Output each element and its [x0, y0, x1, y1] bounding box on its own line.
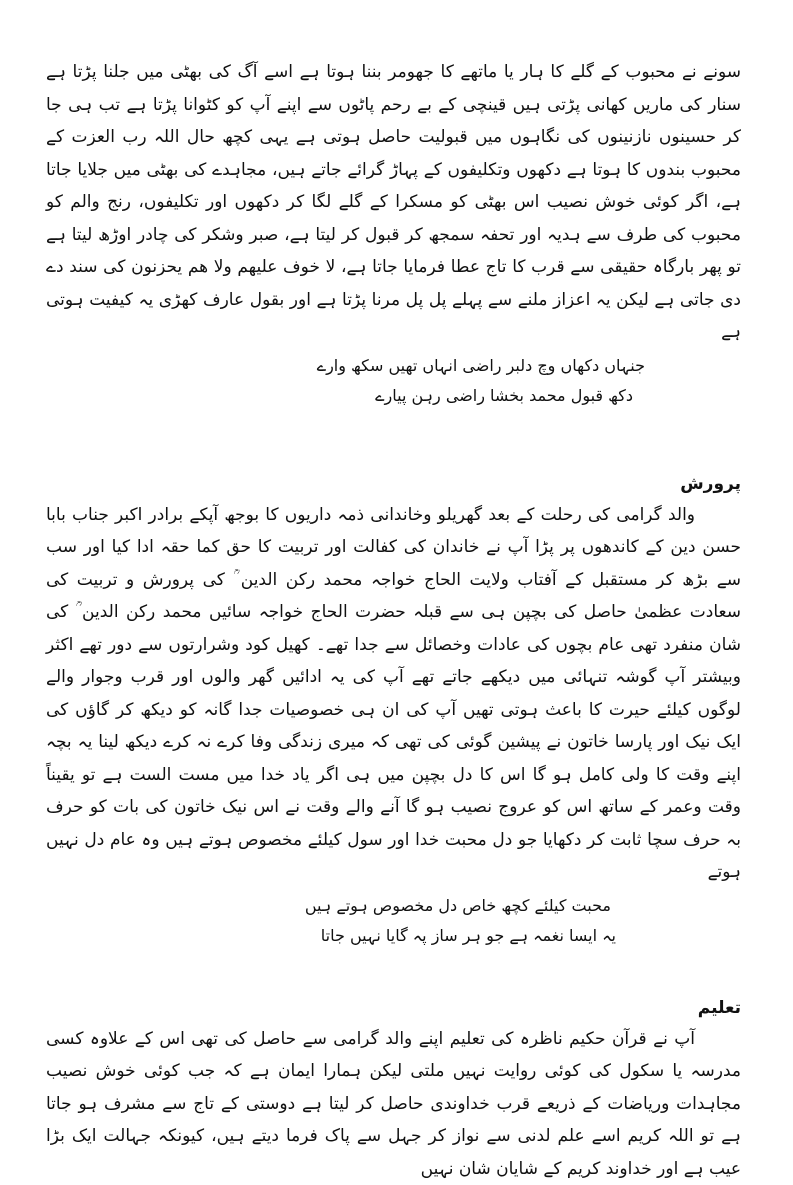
upbringing-verse-line-2: یہ ایسا نغمہ ہے جو ہر ساز پہ گایا نہیں جاتا: [46, 921, 741, 951]
intro-verse: [46, 351, 741, 411]
upbringing-heading: پرورش: [46, 469, 741, 499]
upbringing-paragraph: والد گرامی کی رحلت کے بعد گھریلو وخاندانی ذمہ داریوں کا بوجھ آپکے برادر اکبر جناب بابا حسن دین کے کاندھوں پر پڑا آپ نے خاندان کی کفالت اور تربیت کا حق کما حقہ ادا کیا اور سب سے بڑھ کر مستقبل کے آفتاب ولایت الحاج خواجہ محمد رکن الدین ؒ کی پرورش و تربیت کی سعادت عظمیٰ حاصل کی بچپن ہی سے قبلہ حضرت الحاج خواجہ سائیں محمد رکن الدین ؒ کی شان منفرد تھی عام بچوں کی عادات وخصائل سے جدا تھے۔ کھیل کود وشرارتوں سے دور تھے اکثر وبیشتر آپ گوشہ تنہائی میں دیکھے جاتے تھے آپ کی یہ ادائیں گھر والوں اور قرب وجوار والے لوگوں کیلئے حیرت کا باعث ہوتی تھیں آپ کی ان ہی خصوصیات جدا گانہ کو دیکھ کر گاؤں کی ایک نیک اور پارسا خاتون نے پیشین گوئی کی تھی کہ میری زندگی وفا کرے نہ کرے دیکھ لینا یہ بچہ اپنے وقت کا ولی کامل ہو گا اس کا دل بچپن میں ہی اگر یاد خدا میں مست الست ہے تو یقیناً وقت وعمر کے ساتھ اس کو عروج نصیب ہو گا آنے والے وقت نے اس نیک خاتون کی بات کو حرف بہ حرف سچا ثابت کر دکھایا جو دل محبت خدا اور سول کیلئے مخصوص ہوتے ہیں وہ عام دل نہیں ہوتے: [46, 499, 741, 889]
intro-verse-line-1: جنہاں دکھاں وچ دلبر راضی انہاں تھیں سکھ وارے: [46, 351, 741, 381]
upbringing-verse-line-1: محبت کیلئے کچھ خاص دل مخصوص ہوتے ہیں: [46, 891, 741, 921]
upbringing-section: [46, 469, 741, 951]
education-section: [46, 993, 741, 1185]
intro-section: [46, 56, 741, 411]
upbringing-verse: [46, 891, 741, 951]
education-heading: تعلیم: [46, 993, 741, 1023]
education-paragraph: آپ نے قرآن حکیم ناظرہ کی تعلیم اپنے والد گرامی سے حاصل کی تھی اس کے علاوہ کسی مدرسہ یا سکول کی کوئی روایت نہیں ملتی لیکن ہمارا ایمان ہے کہ جب کوئی خوش نصیب مجاہدات وریاضات کے ذریعے قرب خداوندی حاصل کر لیتا ہے دوستی کے تاج سے مشرف ہو جاتا ہے تو اللہ کریم اسے علم لدنی سے نواز کر جہل سے پاک فرما دیتے ہیں، کیونکہ جہالت ایک بڑا عیب ہے اور خداوند کریم کے شایان شان نہیں: [46, 1023, 741, 1185]
intro-verse-line-2: دکھ قبول محمد بخشا راضی رہن پیارے: [46, 381, 741, 411]
intro-paragraph: سونے نے محبوب کے گلے کا ہار یا ماتھے کا جھومر بننا ہوتا ہے اسے آگ کی بھٹی میں جلنا پڑتا ہے سنار کی ماریں کھانی پڑتی ہیں قینچی کے بے رحم پاٹوں سے اپنے آپ کو کٹوانا پڑتا ہے تب ہی جا کر حسینوں نازنینوں کی نگاہوں میں قبولیت حاصل ہوتی ہے یہی کچھ حال اللہ رب العزت کے محبوب بندوں کا ہوتا ہے دکھوں وتکلیفوں کے پہاڑ گرائے جاتے ہیں، مجاہدے کی بھٹی میں جلایا جاتا ہے، اگر کوئی خوش نصیب اس بھٹی کو مسکرا کے گلے لگا کر دکھوں اور تکلیفوں، رنج والم کو محبوب کی طرف سے ہدیہ اور تحفہ سمجھ کر قبول کر لیتا ہے، صبر وشکر کی چادر اوڑھ لیتا ہے تو پھر بارگاہ حقیقی سے قرب کا تاج عطا فرمایا جاتا ہے، لا خوف علیھم ولا ھم یحزنون کی سند دے دی جاتی ہے لیکن یہ اعزاز ملنے سے پہلے پل پل مرنا پڑتا ہے اور بقول عارف کھڑی یہ کیفیت ہوتی ہے: [46, 56, 741, 349]
